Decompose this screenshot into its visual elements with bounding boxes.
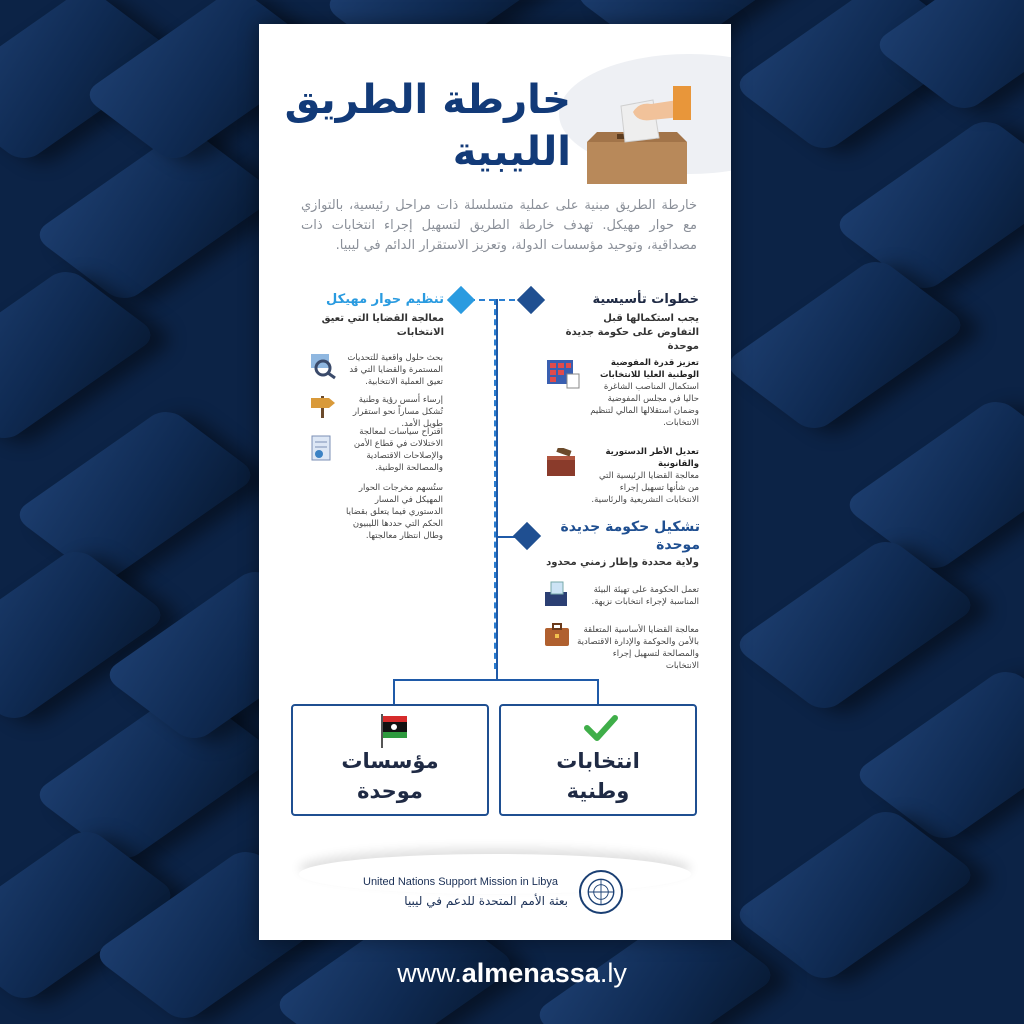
branch-left-drop xyxy=(393,679,395,705)
right-diamond-marker xyxy=(517,286,545,314)
page-title: خارطة الطريق الليبية xyxy=(284,77,571,175)
structured-dialogue-heading: تنظيم حوار مهيكل xyxy=(326,292,444,307)
left-item-4: ستُسهم مخرجات الحوار المهيكل في المسار الدستوري فيما يتعلق بقضايا الحكم التي حددها الليبيون وطال انتظار معالجتها. xyxy=(345,483,443,541)
law-book-icon xyxy=(545,448,579,478)
national-elections-line2: وطنية xyxy=(566,779,630,803)
checkmark-icon xyxy=(583,714,619,742)
un-emblem-icon xyxy=(579,870,623,914)
briefcase-icon xyxy=(543,622,571,648)
unsmil-english-name: United Nations Support Mission in Libya xyxy=(363,876,559,888)
unified-institutions-box xyxy=(291,704,489,816)
website-url[interactable]: www.almenassa.ly xyxy=(397,958,627,988)
intro-paragraph: خارطة الطريق مبنية على عملية متسلسلة ذات مراحل رئيسية، بالتوازي مع حوار مهيكل. تهدف خارطة الطريق لتسهيل إجراء انتخابات ذات مصداقية، وتوحيد مؤسسات الدولة، وتعزيز الاستقرار الدائم في ليبيا. xyxy=(301,198,697,253)
left-item-3: اقتراح سياسات لمعالجة الاختلالات في قطاع الأمن والإصلاحات الاقتصادية والمصالحة الوطنية. xyxy=(353,427,443,473)
national-elections-line1: انتخابات xyxy=(556,749,640,773)
ballot-box-hand-icon xyxy=(581,82,691,188)
branch-right-drop xyxy=(597,679,599,705)
signpost-icon xyxy=(309,392,337,420)
new-government-heading: تشكيل حكومة جديدة موحدة xyxy=(560,519,700,553)
right-item-4: معالجة القضايا الأساسية المتعلقة بالأمن والحوكمة والإدارة الاقتصادية والمصالحة لتسهيل إجراء الانتخابات xyxy=(577,625,699,671)
foundational-steps-heading: خطوات تأسيسية xyxy=(592,292,699,307)
branch-connector xyxy=(393,679,599,681)
infographic-card xyxy=(259,24,731,940)
ballot-board-icon xyxy=(545,358,581,390)
libya-flag-icon xyxy=(379,714,409,748)
right-item-2: تعديل الأطر الدستورية والقانونية معالجة القضايا الرئيسية التي من شأنها تسهيل إجراء الانتخابات التشريعية والرئاسية. xyxy=(591,447,699,505)
unified-institutions-line1: مؤسسات xyxy=(341,749,439,773)
timeline-solid xyxy=(496,299,498,679)
mid-diamond-marker xyxy=(513,522,541,550)
unified-institutions-line2: موحدة xyxy=(357,779,423,803)
foundational-steps-subtitle: يجب استكمالها قبل التفاوض على حكومة جديدة موحدة xyxy=(565,313,699,352)
right-item-3: تعمل الحكومة على تهيئة البيئة المناسبة لإجراء انتخابات نزيهة. xyxy=(591,585,699,607)
magnifier-icon xyxy=(307,350,337,380)
left-item-2: إرساء أسس رؤية وطنية تُشكل مساراً نحو استقرار طويل الأمد. xyxy=(352,395,443,429)
new-government-subtitle: ولاية محددة وإطار زمني محدود xyxy=(546,557,699,568)
left-item-1: بحث حلول واقعية للتحديات المستمرة والقضايا التي قد تعيق العملية الانتخابية. xyxy=(347,353,443,387)
right-item-1: تعزيز قدرة المفوضية الوطنية العليا للانتخابات استكمال المناصب الشاغرة حاليا في مجلس المفوضية وضمان استقلالها المالي لتنظيم الانتخابات. xyxy=(590,358,699,428)
national-elections-box xyxy=(499,704,697,816)
ballot-box-icon xyxy=(543,580,571,608)
footer-arc xyxy=(299,854,691,894)
unsmil-arabic-name: بعثة الأمم المتحدة للدعم في ليبيا xyxy=(404,894,568,908)
left-diamond-marker xyxy=(447,286,475,314)
structured-dialogue-subtitle: معالجة القضايا التي تعيق الانتخابات xyxy=(321,313,444,338)
document-icon xyxy=(309,434,335,462)
